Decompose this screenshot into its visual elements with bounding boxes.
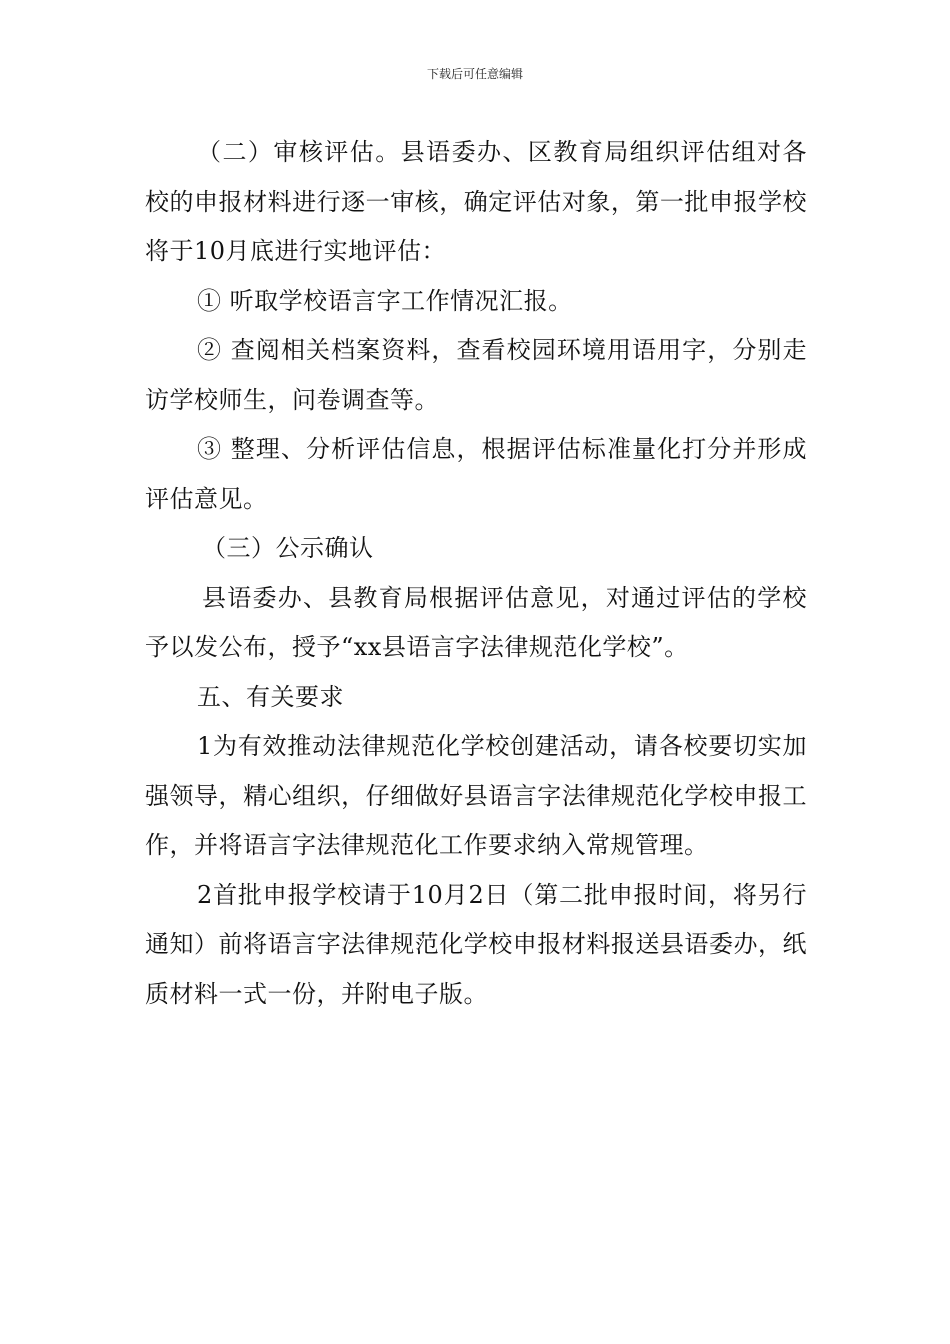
paragraph-requirement-1: 1为有效推动法律规范化学校创建活动，请各校要切实加强领导，精心组织，仔细做好县语言字法律规范化学校申报工作，并将语言字法律规范化工作要求纳入常规管理。 [145,732,807,859]
paragraph-publicity-heading: （三）公示确认 [202,534,374,562]
paragraph-step-1: ① 听取学校语言字工作情况汇报。 [197,286,573,315]
paragraph-step-3: ③ 整理、分析评估信息，根据评估标准量化打分并形成评估意见。 [145,435,807,513]
paragraph-requirement-2: 2首批申报学校请于10月2日（第二批申报时间，将另行通知）前将语言字法律规范化学校申报材料报送县语委办，纸质材料一式一份，并附电子版。 [145,880,807,1008]
paragraph-step-2: ② 查阅相关档案资料，查看校园环境用语用字，分别走访学校师生，问卷调查等。 [145,336,807,414]
paragraph-review-assessment: （二）审核评估。县语委办、区教育局组织评估组对各校的申报材料进行逐一审核，确定评估对象，第一批申报学校将于10月底进行实地评估： [145,138,807,265]
section-heading-requirements: 五、有关要求 [197,682,344,711]
document-body [145,128,807,1019]
page-header: 下载后可任意编辑 [426,67,523,81]
paragraph-publicity-body: 县语委办、县教育局根据评估意见，对通过评估的学校予以发公布，授予“xx县语言字法律规范化学校”。 [145,583,807,661]
